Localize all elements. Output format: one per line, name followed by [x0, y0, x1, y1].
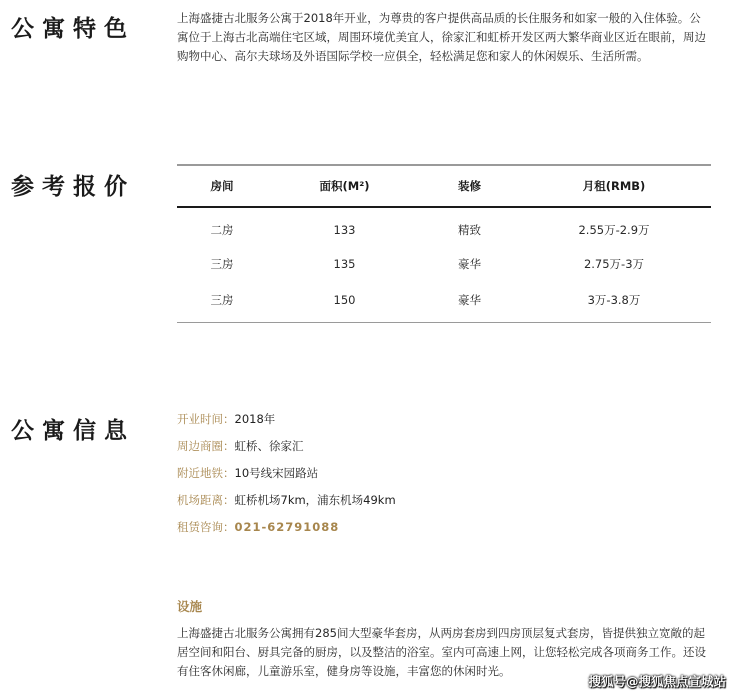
pricing-title: 参考报价 [11, 174, 135, 200]
info-value: 2018年 [234, 412, 276, 426]
header-decoration: 装修 [422, 165, 517, 207]
info-label: 开业时间： [177, 412, 235, 426]
cell-rent: 2.55万-2.9万 [578, 223, 650, 237]
cell-decoration: 精致 [458, 223, 481, 237]
price-table [177, 164, 711, 323]
cell-room: 三房 [210, 257, 234, 271]
cell-rent: 2.75万-3万 [583, 257, 645, 271]
cell-rent: 3万-3.8万 [587, 293, 641, 307]
cell-room: 二房 [210, 223, 234, 237]
info-value: 10号线宋园路站 [234, 466, 319, 480]
info-item-business-district [177, 433, 396, 460]
features-description: 上海盛捷古北服务公寓于2018年开业，为尊贵的客户提供高品质的长住服务和如家一般的入住体验。公寓位于上海古北高端住宅区域，周围环境优美宜人，徐家汇和虹桥开发区两大繁华商业区近在眼前，周边购物中心、高尔夫球场及外语国际学校一应俱全，轻松满足您和家人的休闲娱乐、生活所需。 [177, 11, 706, 63]
table-row [177, 282, 711, 323]
info-label: 机场距离： [177, 493, 235, 507]
info-item-airport-distance [177, 487, 396, 514]
table-row [177, 246, 711, 282]
cell-area: 135 [333, 257, 356, 271]
cell-area: 150 [333, 293, 356, 307]
cell-decoration: 豪华 [458, 293, 481, 307]
facilities-description: 上海盛捷古北服务公寓拥有285间大型豪华套房，从两房套房到四房顶层复式套房，皆提供独立宽敞的起居空间和阳台、厨具完备的厨房，以及整洁的浴室。室内可高速上网，让您轻松完成各项商务工作。还设有住客休闲廊，儿童游乐室，健身房等设施，丰富您的休闲时光。 [177, 626, 706, 678]
table-row [177, 207, 711, 246]
info-value: 虹桥机场7km，浦东机场49km [234, 493, 396, 507]
info-item-leasing-phone [177, 514, 396, 541]
watermark: 搜狐号@搜狐焦点宣城站 [588, 674, 726, 689]
info-label: 租赁咨询： [177, 520, 235, 534]
features-title: 公寓特色 [11, 16, 135, 42]
info-label: 周边商圈： [177, 439, 235, 453]
info-item-metro [177, 460, 396, 487]
cell-room: 三房 [210, 293, 234, 307]
price-table-header-row [177, 165, 711, 207]
info-list [177, 406, 396, 541]
info-item-opening [177, 406, 396, 433]
info-label: 附近地铁： [177, 466, 235, 480]
header-area: 面积(M²) [267, 165, 422, 207]
cell-decoration: 豪华 [458, 257, 481, 271]
phone-number[interactable]: 021-62791088 [234, 520, 340, 534]
header-monthly-rent: 月租(RMB) [517, 165, 711, 207]
cell-area: 133 [333, 223, 356, 237]
info-value: 虹桥、徐家汇 [234, 439, 304, 453]
header-room: 房间 [177, 165, 267, 207]
facilities-heading: 设施 [177, 599, 203, 614]
info-title: 公寓信息 [11, 418, 135, 444]
